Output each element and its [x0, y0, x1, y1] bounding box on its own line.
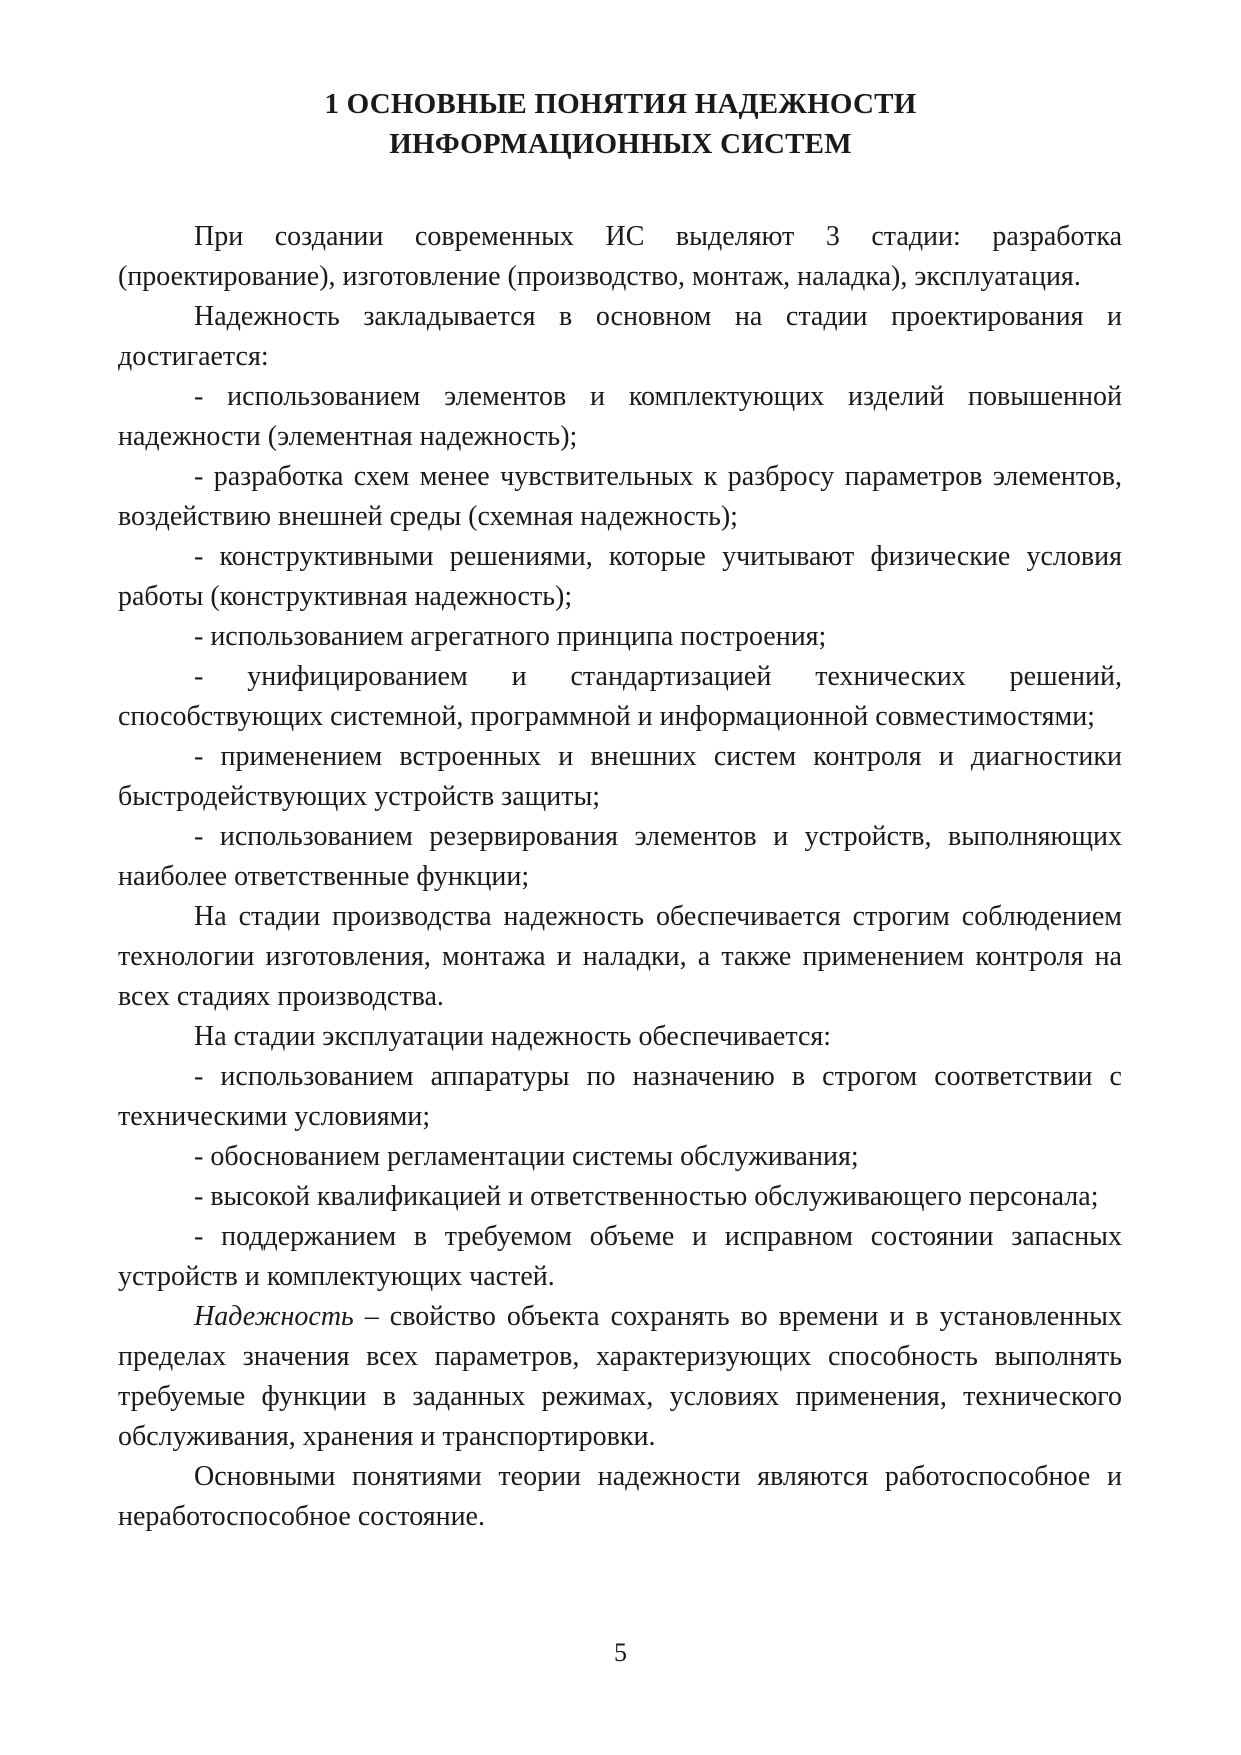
- list-item: - обоснованием регламентации системы обслуживания;: [194, 1141, 859, 1172]
- paragraph: При создании современных ИС выделяют 3 стадии: разработка (проектирование), изготовление (производство, монтаж, наладка), эксплуатация.: [118, 221, 1122, 292]
- list-item: - использованием элементов и комплектующих изделий повышенной надежности (элементная надежность);: [118, 381, 1122, 452]
- definition-text: – свойство объекта сохранять во времени и в установленных пределах значения всех параметров, характеризующих способность выполнять требуемые функции в заданных режимах, условиях применения, технического обслуживания, хранения и транспортировки.: [118, 1301, 1122, 1452]
- definition-term: Надежность: [194, 1301, 354, 1332]
- paragraph: На стадии производства надежность обеспечивается строгим соблюдением технологии изготовления, монтажа и наладки, а также применением контроля на всех стадиях производства.: [118, 901, 1122, 1012]
- definition-paragraph: [118, 1297, 1122, 1457]
- page-number: 5: [614, 1638, 627, 1667]
- list-item: - использованием аппаратуры по назначению в строгом соответствии с техническими условиями;: [118, 1061, 1122, 1132]
- paragraph: На стадии эксплуатации надежность обеспечивается:: [194, 1021, 832, 1052]
- chapter-heading: [0, 84, 1241, 164]
- paragraph: Надежность закладывается в основном на стадии проектирования и достигается:: [118, 301, 1122, 372]
- chapter-heading-line-1: 1 ОСНОВНЫЕ ПОНЯТИЯ НАДЕЖНОСТИ: [324, 88, 917, 120]
- list-item: - использованием резервирования элементов и устройств, выполняющих наиболее ответственные функции;: [118, 821, 1122, 892]
- list-item: - высокой квалификацией и ответственностью обслуживающего персонала;: [194, 1181, 1099, 1212]
- list-item: - конструктивными решениями, которые учитывают физические условия работы (конструктивная надежность);: [118, 541, 1122, 612]
- closing-paragraph: Основными понятиями теории надежности являются работоспособное и неработоспособное состояние.: [118, 1461, 1122, 1532]
- list-item: - поддержанием в требуемом объеме и исправном состоянии запасных устройств и комплектующих частей.: [118, 1221, 1122, 1292]
- chapter-heading-line-2: ИНФОРМАЦИОННЫХ СИСТЕМ: [389, 128, 852, 160]
- list-item: - разработка схем менее чувствительных к разбросу параметров элементов, воздействию внешней среды (схемная надежность);: [118, 461, 1122, 532]
- list-item: - применением встроенных и внешних систем контроля и диагностики быстродействующих устройств защиты;: [118, 741, 1122, 812]
- list-item: - использованием агрегатного принципа построения;: [194, 621, 827, 652]
- list-item: - унифицированием и стандартизацией технических решений, способствующих системной, программной и информационной совместимостями;: [118, 661, 1122, 732]
- body-text: [118, 217, 1122, 1537]
